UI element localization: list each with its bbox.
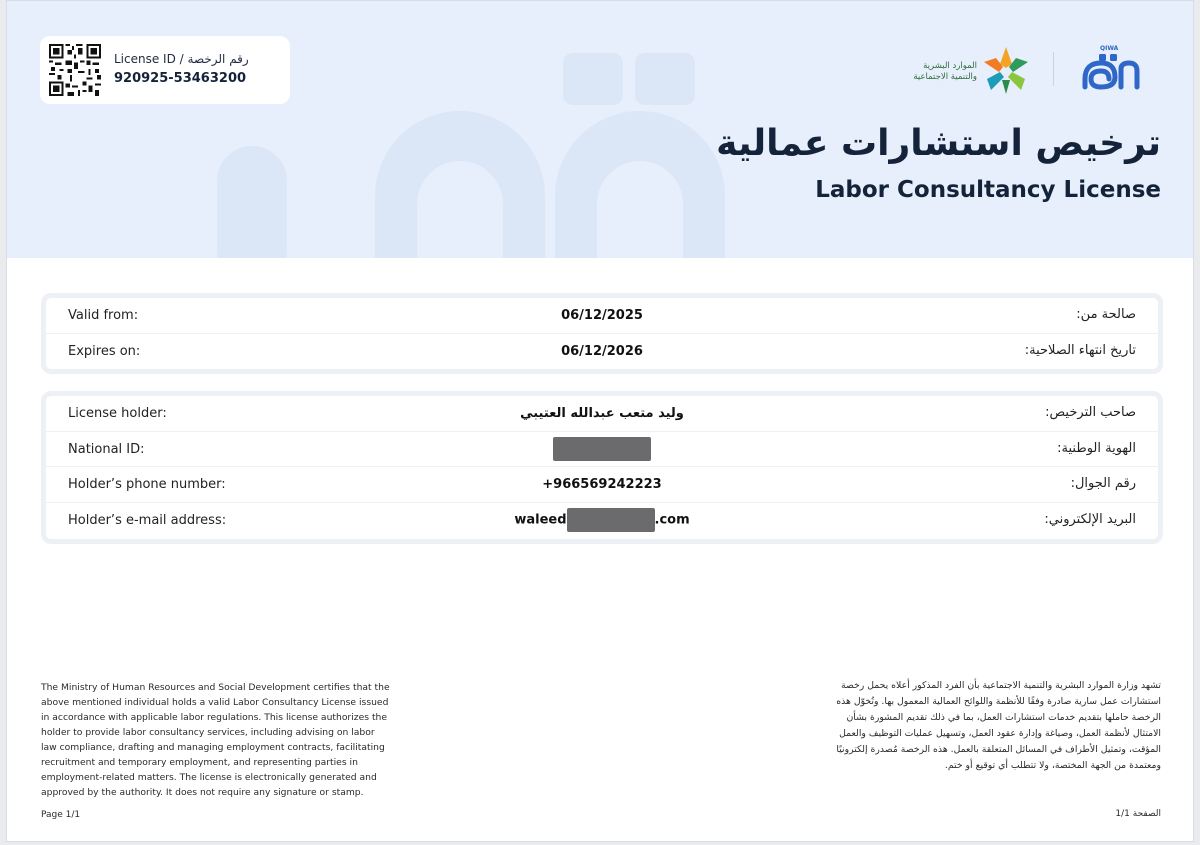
phone-value: +966569242223 — [542, 477, 662, 492]
qr-code-icon[interactable] — [49, 44, 101, 96]
email-value — [46, 508, 1158, 532]
header-banner — [7, 1, 1193, 258]
holder-card — [41, 391, 1163, 544]
ministry-logo-text-2: والتنمية الاجتماعية — [913, 72, 977, 82]
watermark-shape — [563, 53, 623, 105]
table-row — [46, 467, 1158, 503]
table-row — [46, 432, 1158, 468]
national-id-value — [46, 437, 1158, 461]
footer-text-arabic: تشهد وزارة الموارد البشرية والتنمية الاجتماعية بأن الفرد المذكور أعلاه يحمل رخصة استشارات عمل سارية صادرة وفقًا للأنظمة واللوائح العمالية المعمول بها. وتُخوّل هذه الرخصة حاملها بتقديم خدمات استشارات العمل، بما في ذلك تقديم المشورة بشأن الامتثال لأنظمة العمل، وصياغة وإدارة عقود العمل، وتسهيل عمليات التوظيف والعمل المؤقت، وتمثيل الأطراف في المسائل المتعلقة بالعمل. هذه الرخصة مُصدرة إلكترونيًا ومعتمدة من الجهة المختصة، ولا تتطلب أي توقيع أو ختم. — [836, 680, 1161, 771]
row-label-ar: رقم الجوال: — [1070, 476, 1136, 491]
page-number-arabic: الصفحة 1/1 — [1115, 809, 1161, 819]
validity-card — [41, 293, 1163, 374]
row-label-en: Expires on: — [68, 343, 141, 359]
watermark-shape — [635, 53, 695, 105]
license-id-box — [40, 36, 290, 104]
title-english: Labor Consultancy License — [815, 177, 1161, 203]
ministry-logo-text-1: الموارد البشرية — [923, 61, 977, 71]
row-label-en: License holder: — [68, 406, 167, 421]
row-value: 06/12/2025 — [561, 308, 643, 323]
ministry-star-icon — [984, 47, 1028, 94]
row-label-en: National ID: — [68, 441, 145, 457]
holder-name: وليد متعب عبدالله العتيبي — [520, 406, 684, 421]
license-id-value: 920925-53463200 — [114, 71, 247, 86]
row-label-ar: صالحة من: — [1076, 307, 1136, 322]
row-label-ar: الهوية الوطنية: — [1057, 440, 1136, 456]
email-suffix: .com — [654, 512, 690, 527]
row-label-ar: البريد الإلكتروني: — [1044, 511, 1136, 527]
row-label-ar: صاحب الترخيص: — [1045, 405, 1136, 420]
redaction-block — [553, 437, 651, 461]
table-row — [46, 334, 1158, 370]
license-id-label: License ID / رقم الرخصة — [114, 52, 249, 66]
license-document — [6, 0, 1194, 842]
title-arabic: ترخيص استشارات عمالية — [716, 123, 1161, 164]
row-label-en: Holder’s e-mail address: — [68, 512, 227, 528]
row-label-en: Holder’s phone number: — [68, 477, 226, 492]
qiwa-logo-text: QIWA — [1100, 45, 1119, 52]
table-row — [46, 396, 1158, 432]
watermark-shape — [217, 146, 287, 258]
qiwa-logo-icon — [1085, 45, 1137, 87]
redaction-block — [567, 508, 655, 532]
logos — [891, 43, 1161, 95]
page-number-english: Page 1/1 — [41, 810, 81, 820]
email-prefix: waleed — [514, 512, 567, 527]
footer-text-english: The Ministry of Human Resources and Social Development certifies that the above mentioned individual holds a valid Labor Consultancy License issued in accordance with applicable labor regulations. This license authorizes the holder to provide labor consultancy services, including advising on labor law compliance, drafting and managing employment contracts, facilitating recruitment and temporary employment, and representing parties in employment-related matters. The license is electronically generated and approved by the authority. It does not require any signature or stamp. — [41, 682, 390, 798]
row-label-en: Valid from: — [68, 308, 139, 323]
logo-divider — [1053, 52, 1054, 86]
row-label-ar: تاريخ انتهاء الصلاحية: — [1024, 342, 1136, 358]
table-row — [46, 298, 1158, 334]
table-row — [46, 503, 1158, 539]
row-value: 06/12/2026 — [561, 343, 643, 359]
